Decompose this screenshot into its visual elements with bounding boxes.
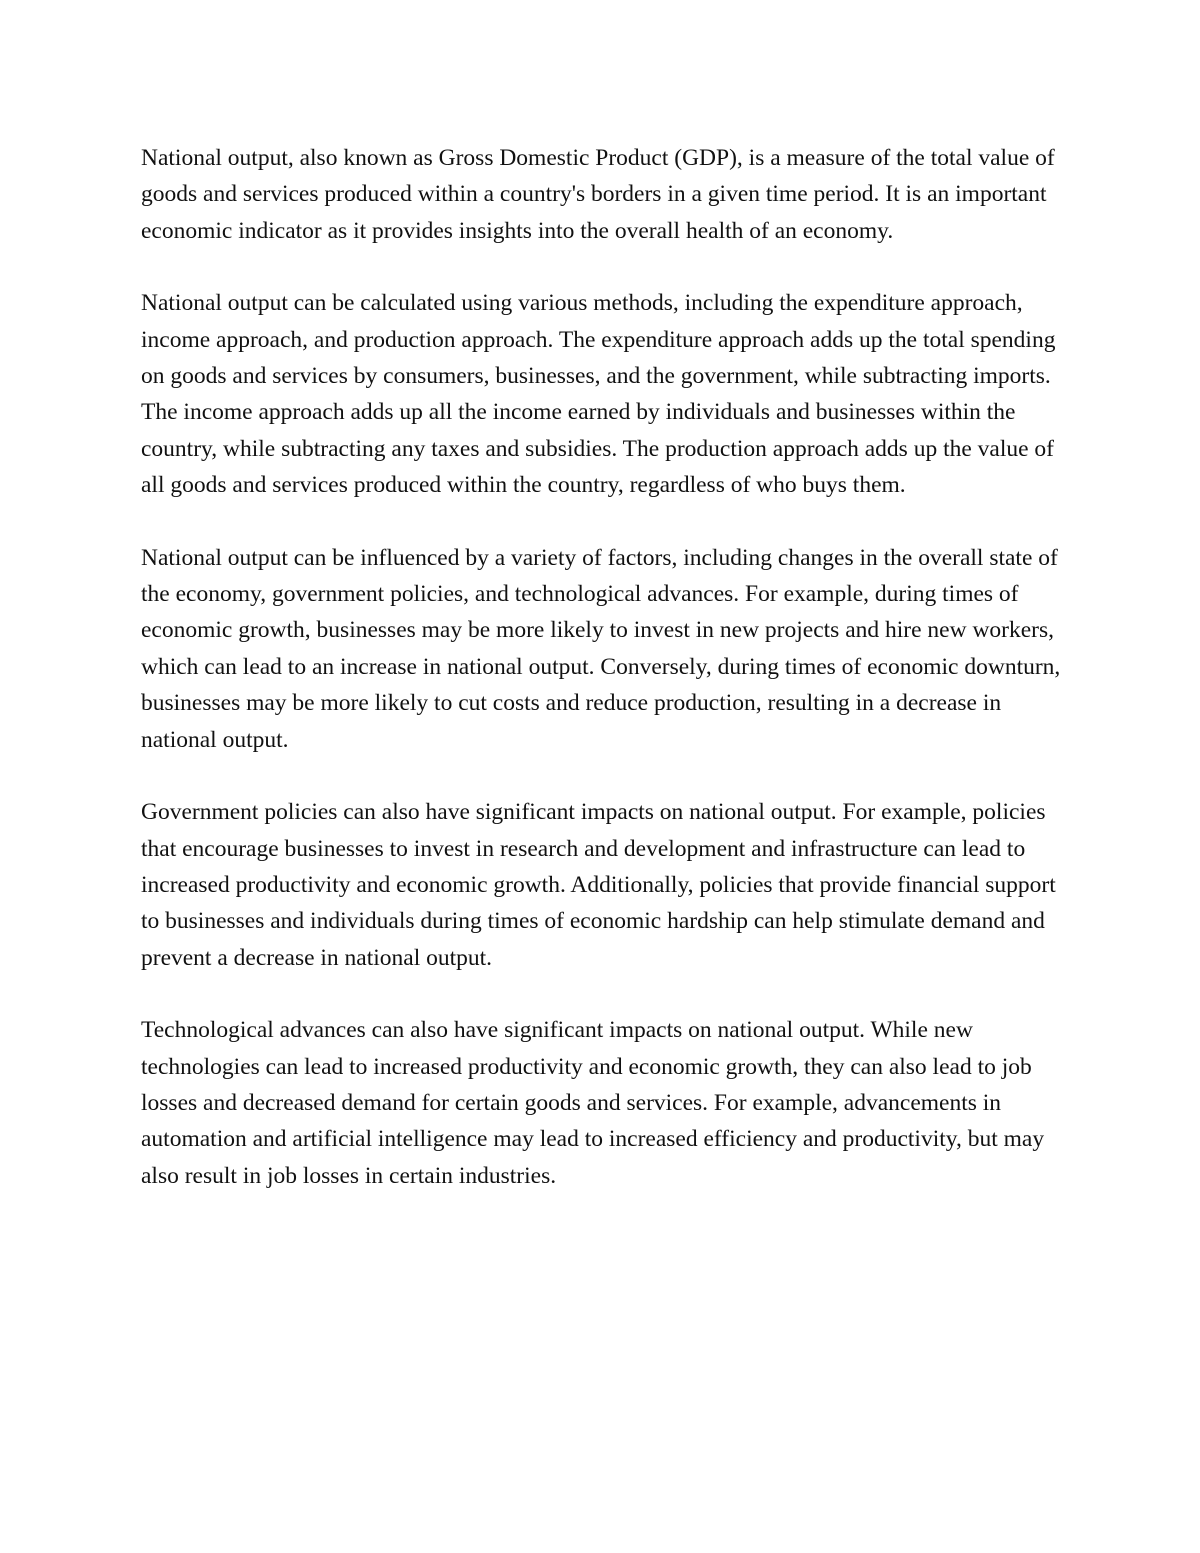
paragraph-technological-advances: Technological advances can also have significant impacts on national output. While new technologies can lead to increased productivity and economic growth, they can also lead to job losses and decreased demand for certain goods and services. For example, advancements in automation and artificial intelligence may lead to increased efficiency and productivity, but may also result in job losses in certain industries. — [141, 1017, 1045, 1189]
paragraph-calculation-methods: National output can be calculated using various methods, including the expenditure approach, income approach, and production approach. The expenditure approach adds up the total spending on goods and services by consumers, businesses, and the government, while subtracting imports. The income approach adds up all the income earned by individuals and businesses within the country, while subtracting any taxes and subsidies. The production approach adds up the value of all goods and services produced within the country, regardless of who buys them. — [141, 290, 1056, 499]
paragraph-gdp-definition: National output, also known as Gross Domestic Product (GDP), is a measure of the total value of goods and services produced within a country's borders in a given time period. It is an important economic indicator as it provides insights into the overall health of an economy. — [141, 145, 1055, 244]
document-body — [141, 140, 1066, 1230]
paragraph-government-policies: Government policies can also have significant impacts on national output. For example, policies that encourage businesses to invest in research and development and infrastructure can lead to increased productivity and economic growth. Additionally, policies that provide financial support to businesses and individuals during times of economic hardship can help stimulate demand and prevent a decrease in national output. — [141, 799, 1056, 971]
paragraph-influencing-factors: National output can be influenced by a variety of factors, including changes in the overall state of the economy, government policies, and technological advances. For example, during times of economic growth, businesses may be more likely to invest in new projects and hire new workers, which can lead to an increase in national output. Conversely, during times of economic downturn, businesses may be more likely to cut costs and reduce production, resulting in a decrease in national output. — [141, 544, 1061, 753]
